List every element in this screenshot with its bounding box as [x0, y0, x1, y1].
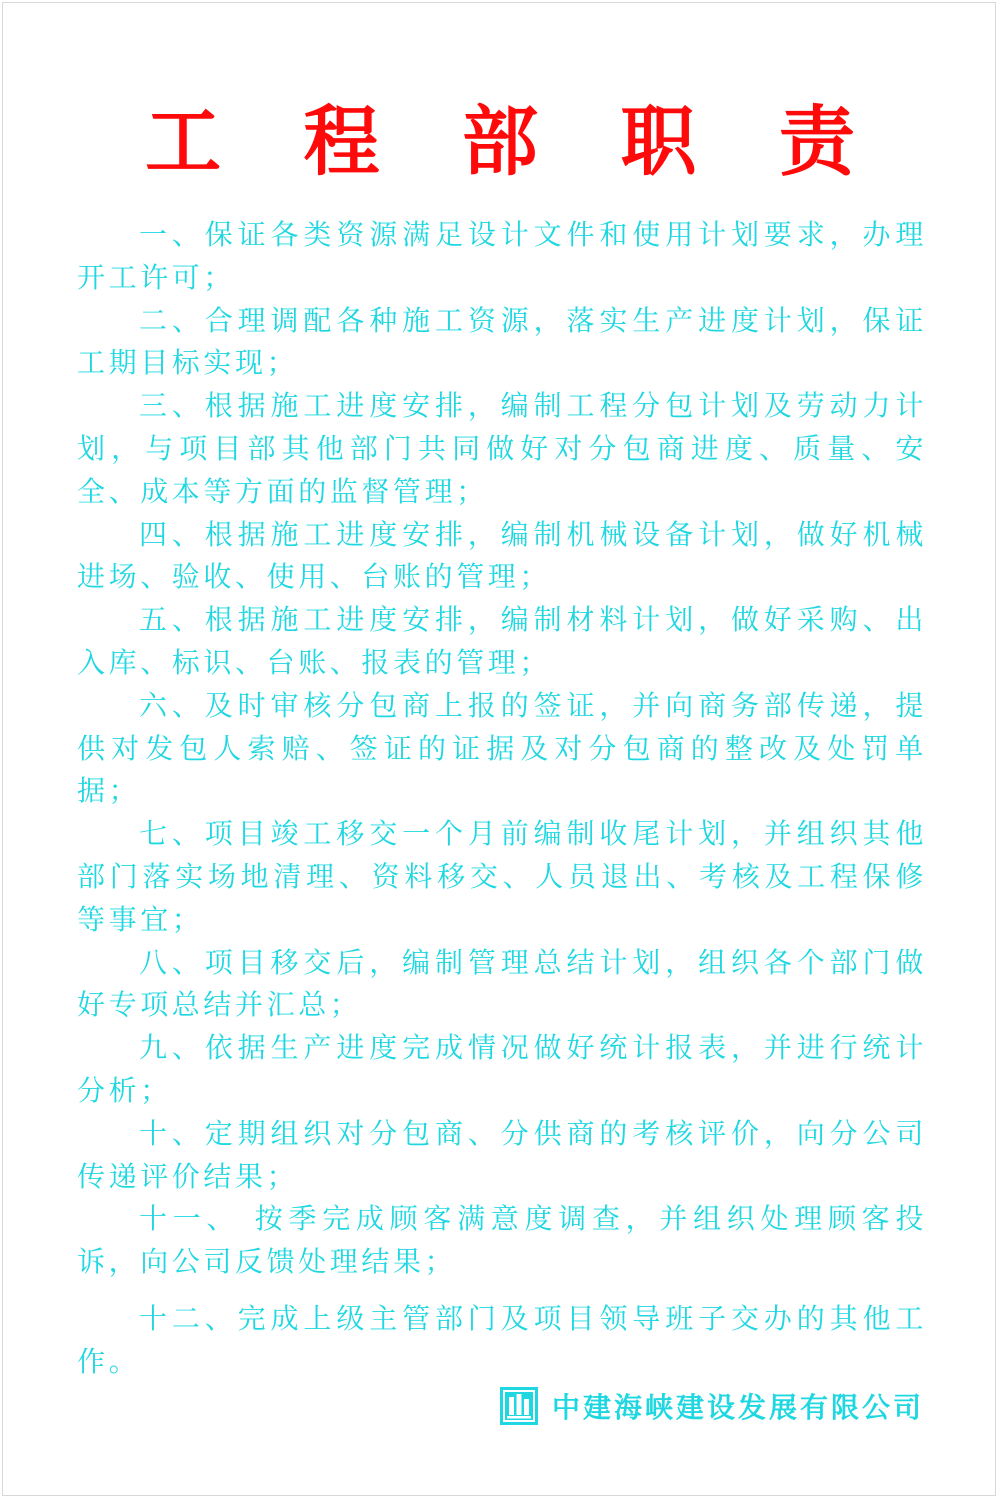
duty-item-8: 八、项目移交后，编制管理总结计划，组织各个部门做好专项总结并汇总；	[77, 945, 927, 1022]
duty-item-7: 七、项目竣工移交一个月前编制收尾计划，并组织其他部门落实场地清理、资料移交、人员退出、考核及工程保修等事宜；	[77, 817, 927, 936]
duty-item-2: 二、合理调配各种施工资源，落实生产进度计划，保证工期目标实现；	[77, 303, 927, 380]
duty-item-5: 五、根据施工进度安排，编制材料计划，做好采购、出入库、标识、台账、报表的管理；	[77, 603, 927, 679]
duty-item-4: 四、根据施工进度安排，编制机械设备计划，做好机械进场、验收、使用、台账的管理；	[77, 517, 927, 594]
duty-item-10: 十、定期组织对分包商、分供商的考核评价，向分公司传递评价结果；	[77, 1116, 927, 1193]
company-logo-icon	[500, 1387, 538, 1425]
footer	[500, 1386, 924, 1426]
duty-item-1: 一、保证各类资源满足设计文件和使用计划要求，办理开工许可；	[77, 218, 927, 294]
duty-item-11: 十一、 按季完成顾客满意度调查，并组织处理顾客投诉，向公司反馈处理结果；	[77, 1202, 927, 1279]
duty-item-9: 九、依据生产进度完成情况做好统计报表，并进行统计分析；	[77, 1031, 927, 1107]
duty-item-6: 六、及时审核分包商上报的签证，并向商务部传递，提供对发包人索赔、签证的证据及对分包商的整改及处罚单据；	[77, 688, 927, 808]
page-title: 工 程 部 职 责	[145, 97, 883, 186]
company-name: 中建海峡建设发展有限公司	[551, 1391, 924, 1424]
duty-item-3: 三、根据施工进度安排，编制工程分包计划及劳动力计划，与项目部其他部门共同做好对分包商进度、质量、安全、成本等方面的监督管理；	[77, 389, 927, 508]
duty-item-12: 十二、完成上级主管部门及项目领导班子交办的其他工作。	[77, 1301, 927, 1378]
duty-list	[77, 214, 927, 1384]
